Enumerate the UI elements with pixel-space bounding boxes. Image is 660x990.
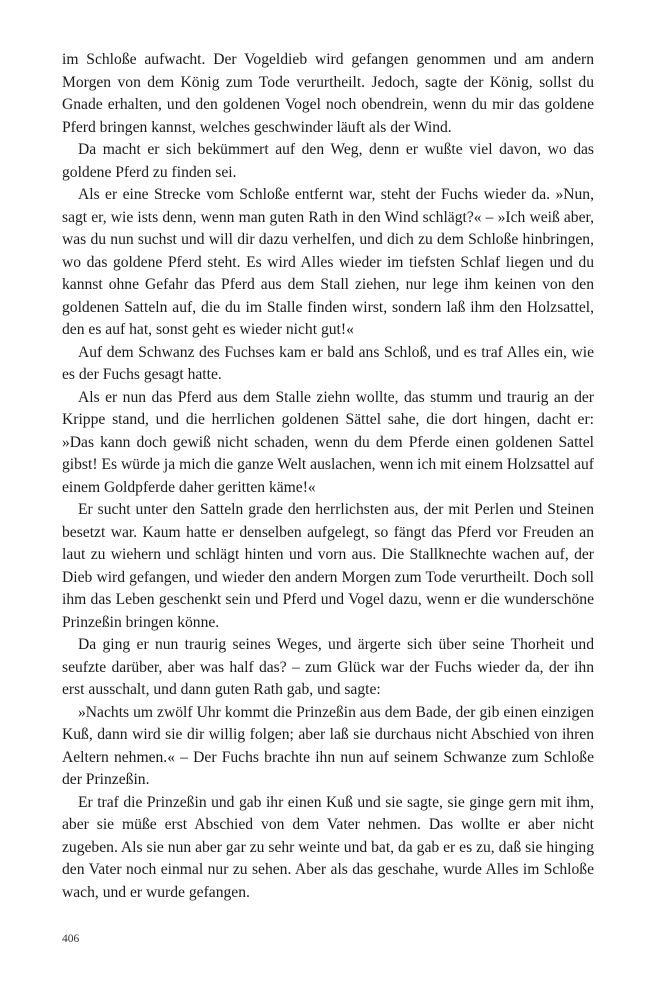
paragraph-1: im Schloße aufwacht. Der Vogeldieb wird gefangen genommen und am andern Morgen von dem König zum Tode verurtheilt. Jedoch, sagte der König, sollst du Gnade erhalten, und den goldenen Vogel noch obendrein, wenn du mir das goldene Pferd bringen kannst, welches geschwinder läuft als der Wind. [62, 51, 594, 136]
paragraph-6: Er sucht unter den Satteln grade den herrlichsten aus, der mit Perlen und Steinen besetzt war. Kaum hatte er denselben aufgelegt, so fängt das Pferd vor Freuden an laut zu wiehern und schlägt hinten und vorn aus. Die Stallknechte wachen auf, der Dieb wird gefangen, und wieder den andern Morgen zum Tode verurtheilt. Doch soll ihm das Leben geschenkt sein und Pferd und Vogel dazu, wenn er die wunderschöne Prinzeßin bringen könne. [62, 501, 594, 631]
paragraph-9: Er traf die Prinzeßin und gab ihr einen Kuß und sie sagte, sie ginge gern mit ihm, aber sie müße erst Abschied von dem Vater nehmen. Das wollte er aber nicht zugeben. Als sie nun aber gar zu sehr weinte und bat, da gab er es zu, daß sie hinging den Vater noch einmal nur zu sehen. Aber als das geschahe, wurde Alles im Schloße wach, und er wurde gefangen. [62, 793, 594, 901]
body-text [62, 49, 594, 904]
paragraph-8: »Nachts um zwölf Uhr kommt die Prinzeßin aus dem Bade, der gib einen einzigen Kuß, dann wird sie dir willig folgen; aber laß sie durchaus nicht Abschied von ihren Aeltern nehmen.« – Der Fuchs brachte ihn nun auf seinem Schwanze zum Schloße der Prinzeßin. [62, 703, 594, 788]
paragraph-7: Da ging er nun traurig seines Weges, und ärgerte sich über seine Thorheit und seufzte darüber, aber was half das? – zum Glück war der Fuchs wieder da, der ihn erst ausschalt, und dann guten Rath gab, und sagte: [62, 636, 594, 698]
paragraph-2: Da macht er sich bekümmert auf den Weg, denn er wußte viel davon, wo das goldene Pferd zu finden sei. [62, 141, 594, 181]
paragraph-4: Auf dem Schwanz des Fuchses kam er bald ans Schloß, und es traf Alles ein, wie es der Fuchs gesagt hatte. [62, 343, 594, 383]
paragraph-5: Als er nun das Pferd aus dem Stalle ziehn wollte, das stumm und traurig an der Krippe stand, und die herrlichen goldenen Sättel sahe, die dort hingen, dacht er: »Das kann doch gewiß nicht schaden, wenn du dem Pferde einen goldenen Sattel gibst! Es würde ja mich die ganze Welt auslachen, wenn ich mit einem Holzsattel auf einem Goldpferde daher geritten käme!« [62, 388, 594, 496]
page-number: 406 [62, 933, 80, 945]
paragraph-3: Als er eine Strecke vom Schloße entfernt war, steht der Fuchs wieder da. »Nun, sagt er, wie ists denn, wenn man guten Rath in den Wind schlägt?« – »Ich weiß aber, was du nun suchst und will dir dazu verhelfen, und dich zu dem Schloße hinbringen, wo das goldene Pferd steht. Es wird Alles wieder im tiefsten Schlaf liegen und du kannst ohne Gefahr das Pferd aus dem Stall ziehen, nur lege ihm keinen von den goldenen Satteln auf, die du im Stalle finden wirst, sondern laß ihm den Holzsattel, den es auf hat, sonst geht es wieder nicht gut!« [62, 186, 594, 338]
